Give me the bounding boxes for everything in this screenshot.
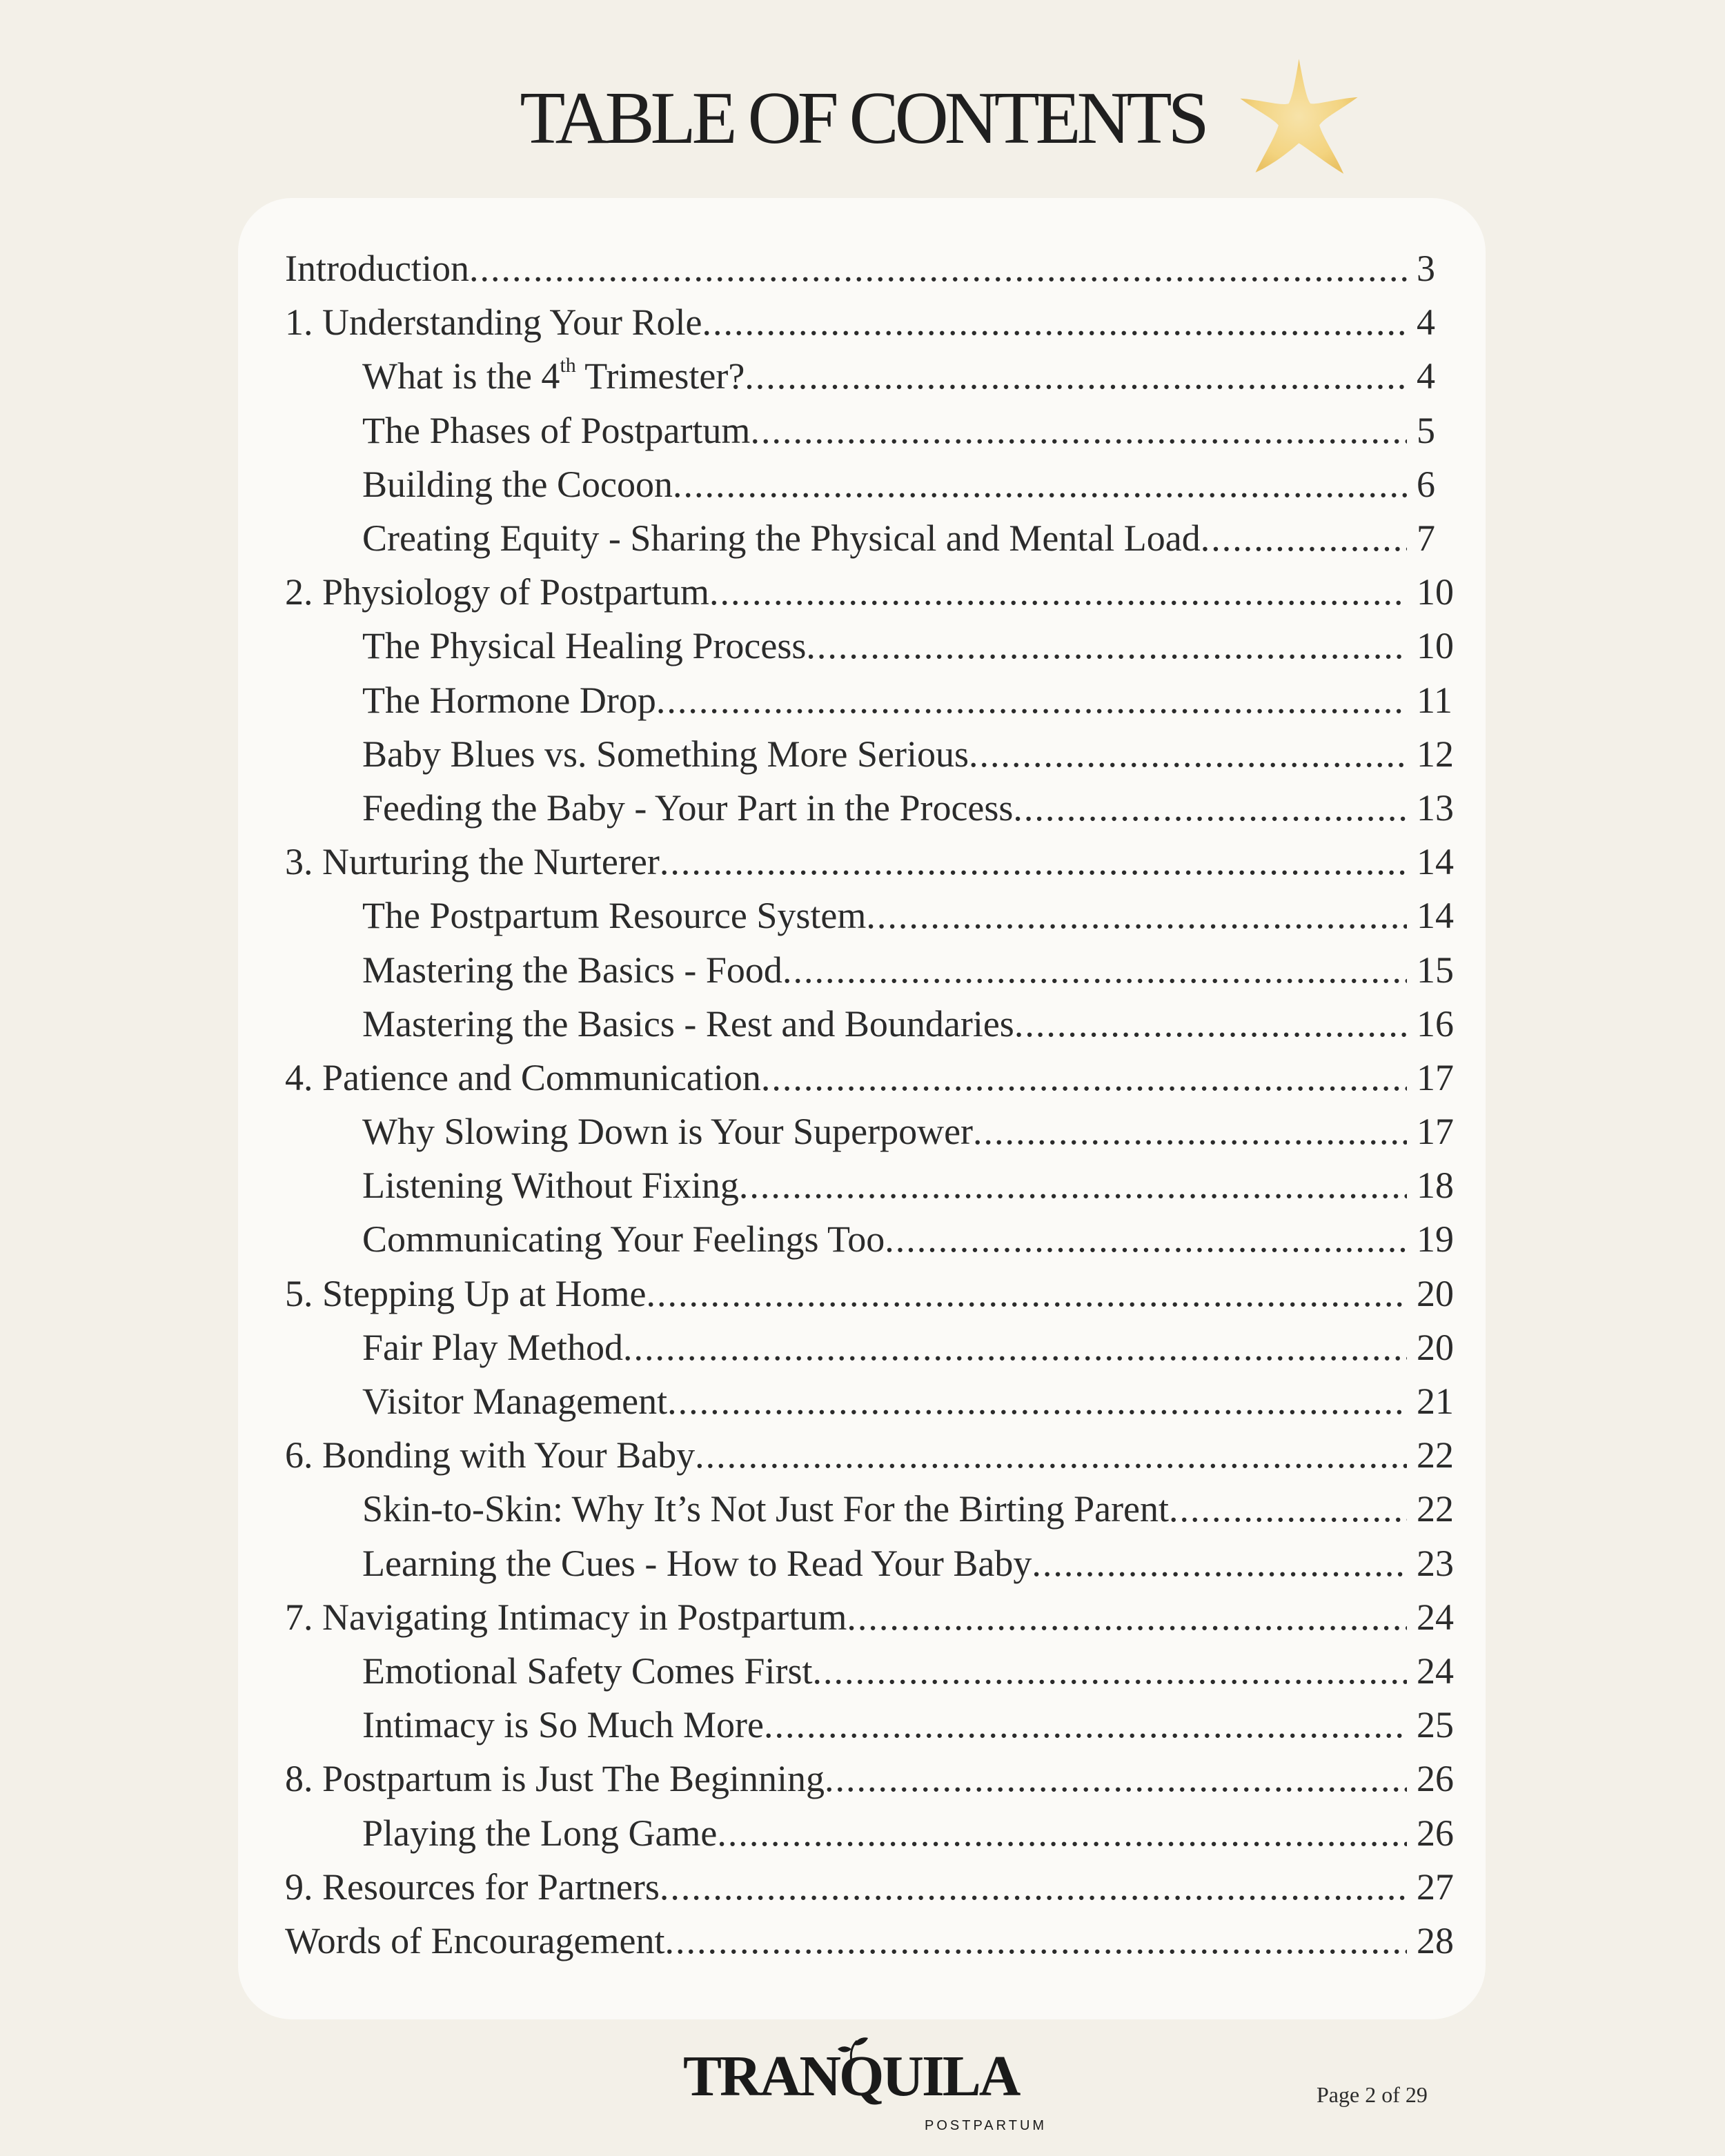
toc-page-number: 20 xyxy=(1417,1326,1454,1368)
toc-page-number: 10 xyxy=(1417,625,1454,667)
toc-entry-title xyxy=(285,1914,664,1968)
toc-page-number: 7 xyxy=(1417,517,1435,560)
toc-subentry[interactable] xyxy=(285,889,1458,942)
toc-entry[interactable] xyxy=(285,241,1458,295)
dot-leader xyxy=(866,889,1407,942)
toc-subentry[interactable] xyxy=(285,727,1458,781)
toc-entry-title xyxy=(362,1806,717,1860)
toc-subentry[interactable] xyxy=(285,673,1458,727)
dot-leader xyxy=(717,1806,1407,1860)
toc-subentry[interactable] xyxy=(285,1105,1458,1158)
dot-leader xyxy=(885,1212,1407,1266)
dot-leader xyxy=(709,565,1407,619)
toc-page-number: 3 xyxy=(1417,248,1435,290)
toc-page-number: 15 xyxy=(1417,949,1454,991)
toc-entry-title xyxy=(362,1158,739,1212)
toc-page-number: 12 xyxy=(1417,733,1454,775)
toc-entry[interactable] xyxy=(285,1267,1458,1321)
toc-entry-title xyxy=(362,889,866,942)
toc-page-number: 17 xyxy=(1417,1111,1454,1153)
toc-entry-title-text: 1. Understanding Your Role xyxy=(285,301,702,344)
toc-page-number: 14 xyxy=(1417,841,1454,883)
dot-leader xyxy=(1013,781,1407,835)
toc-entry-title-text: The Hormone Drop xyxy=(362,679,656,721)
dot-leader xyxy=(1201,511,1407,565)
toc-page-number: 28 xyxy=(1417,1919,1454,1961)
toc-page-number: 23 xyxy=(1417,1542,1454,1584)
dot-leader xyxy=(695,1428,1407,1482)
toc-entry-title xyxy=(285,295,702,349)
toc-entry-title xyxy=(285,1860,660,1914)
dot-leader xyxy=(1169,1482,1407,1536)
logo-wordmark: TRANQUILA xyxy=(683,2044,1019,2108)
toc-entry-title xyxy=(362,1374,667,1428)
toc-subentry[interactable] xyxy=(285,1158,1458,1212)
toc-entry-title-tail: Trimester? xyxy=(575,355,745,397)
toc-entry[interactable] xyxy=(285,1590,1458,1644)
toc-entry-title xyxy=(285,241,469,295)
dot-leader xyxy=(739,1158,1407,1212)
dot-leader xyxy=(646,1267,1407,1321)
dot-leader xyxy=(969,727,1407,781)
toc-page-number: 17 xyxy=(1417,1056,1454,1098)
toc-entry-title-text: 8. Postpartum is Just The Beginning xyxy=(285,1758,825,1800)
toc-subentry[interactable] xyxy=(285,1536,1458,1590)
toc-entry-title-text: Feeding the Baby - Your Part in the Process xyxy=(362,787,1014,829)
dot-leader xyxy=(973,1105,1407,1158)
dot-leader xyxy=(806,619,1407,673)
toc-entry[interactable] xyxy=(285,1914,1458,1968)
toc-entry-title xyxy=(285,1267,646,1321)
toc-entry-title xyxy=(362,349,745,403)
logo-subtext: POSTPARTUM xyxy=(925,2118,1047,2133)
toc-entry-title-text: Listening Without Fixing xyxy=(362,1165,739,1207)
toc-entry-title xyxy=(362,619,806,673)
toc-page-number: 26 xyxy=(1417,1758,1454,1800)
dot-leader xyxy=(660,1860,1407,1914)
toc-page-number: 21 xyxy=(1417,1381,1454,1423)
toc-entry-title-text: Visitor Management xyxy=(362,1381,668,1423)
dot-leader xyxy=(469,241,1407,295)
toc-entry-title-text: Playing the Long Game xyxy=(362,1812,718,1854)
toc-page-number: 22 xyxy=(1417,1434,1454,1476)
toc-entry-title-text: 2. Physiology of Postpartum xyxy=(285,571,710,613)
toc-page-number: 11 xyxy=(1417,679,1452,721)
toc-subentry[interactable] xyxy=(285,1698,1458,1752)
dot-leader xyxy=(660,835,1407,889)
toc-entry-title xyxy=(362,511,1201,565)
toc-entry-title-text: Words of Encouragement xyxy=(285,1919,665,1961)
dot-leader xyxy=(782,943,1407,997)
toc-entry[interactable] xyxy=(285,295,1458,349)
toc-entry-title xyxy=(285,565,709,619)
dot-leader xyxy=(1014,997,1407,1051)
toc-entry-title-text: Intimacy is So Much More xyxy=(362,1704,764,1746)
dot-leader xyxy=(847,1590,1407,1644)
toc-entry-title xyxy=(285,835,660,889)
toc-subentry[interactable] xyxy=(285,619,1458,673)
toc-entry-title xyxy=(285,1752,825,1806)
toc-subentry[interactable] xyxy=(285,511,1458,565)
toc-entry-title xyxy=(362,727,969,781)
toc-entry[interactable] xyxy=(285,1860,1458,1914)
dot-leader xyxy=(673,457,1407,511)
toc-page-number: 24 xyxy=(1417,1596,1454,1638)
toc-entry-title xyxy=(362,1536,1032,1590)
toc-page-number: 5 xyxy=(1417,409,1435,451)
toc-subentry[interactable] xyxy=(285,349,1458,403)
dot-leader xyxy=(656,673,1407,727)
table-of-contents xyxy=(285,241,1458,1968)
toc-entry-title-text: Creating Equity - Sharing the Physical and Mental Load xyxy=(362,517,1201,560)
toc-page-number: 4 xyxy=(1417,301,1435,344)
toc-entry-title-text: Baby Blues vs. Something More Serious xyxy=(362,733,969,775)
toc-entry-title-text: Building the Cocoon xyxy=(362,463,673,505)
toc-entry-title-text: 9. Resources for Partners xyxy=(285,1866,660,1908)
dot-leader xyxy=(1032,1536,1407,1590)
toc-subentry[interactable] xyxy=(285,781,1458,835)
toc-entry-title xyxy=(285,1051,761,1105)
toc-entry-title-text: The Postpartum Resource System xyxy=(362,895,867,937)
toc-entry-title xyxy=(362,1644,812,1698)
dot-leader xyxy=(702,295,1408,349)
toc-entry-title xyxy=(362,997,1014,1051)
toc-page-number: 22 xyxy=(1417,1488,1454,1530)
toc-entry-title xyxy=(362,673,656,727)
toc-entry-title-text: 6. Bonding with Your Baby xyxy=(285,1434,696,1476)
page-number: Page 2 of 29 xyxy=(1317,2082,1428,2107)
toc-entry-title xyxy=(285,1428,695,1482)
toc-entry[interactable] xyxy=(285,1752,1458,1806)
toc-entry-title xyxy=(362,1212,885,1266)
toc-page-number: 19 xyxy=(1417,1218,1454,1260)
dot-leader xyxy=(812,1644,1407,1698)
toc-page-number: 25 xyxy=(1417,1704,1454,1746)
toc-entry-title-text: The Phases of Postpartum xyxy=(362,409,751,451)
toc-entry-title-text: Skin-to-Skin: Why It’s Not Just For the Birting Parent xyxy=(362,1488,1170,1530)
toc-subentry[interactable] xyxy=(285,997,1458,1051)
toc-entry-title xyxy=(362,457,673,511)
toc-entry-title xyxy=(362,1698,764,1752)
toc-entry-title-text: Emotional Safety Comes First xyxy=(362,1650,813,1692)
toc-subentry[interactable] xyxy=(285,1321,1458,1374)
toc-entry-title xyxy=(362,404,750,457)
toc-subentry[interactable] xyxy=(285,1806,1458,1859)
dot-leader xyxy=(825,1752,1407,1806)
toc-page-number: 18 xyxy=(1417,1165,1454,1207)
toc-entry-title xyxy=(285,1590,847,1644)
toc-subentry[interactable] xyxy=(285,457,1458,511)
toc-entry-title-text: Introduction xyxy=(285,248,469,290)
page-title: TABLE OF CONTENTS xyxy=(520,77,1205,159)
dot-leader xyxy=(761,1051,1407,1105)
toc-entry-superscript: th xyxy=(560,354,576,377)
toc-entry-title-text: Mastering the Basics - Food xyxy=(362,949,782,991)
dot-leader xyxy=(764,1698,1407,1752)
dot-leader xyxy=(623,1321,1407,1374)
toc-entry-title-text: What is the 4 xyxy=(362,355,560,397)
toc-entry-title-text: 7. Navigating Intimacy in Postpartum xyxy=(285,1596,847,1638)
toc-subentry[interactable] xyxy=(285,404,1458,457)
toc-page-number: 13 xyxy=(1417,787,1454,829)
toc-subentry[interactable] xyxy=(285,1482,1458,1536)
toc-entry-title-text: The Physical Healing Process xyxy=(362,625,807,667)
toc-entry-title xyxy=(362,1482,1169,1536)
dot-leader xyxy=(664,1914,1407,1968)
toc-page-number: 20 xyxy=(1417,1272,1454,1314)
toc-page-number: 4 xyxy=(1417,355,1435,397)
toc-entry-title-text: 5. Stepping Up at Home xyxy=(285,1272,647,1314)
toc-subentry[interactable] xyxy=(285,1212,1458,1266)
toc-entry-title xyxy=(362,1105,973,1158)
toc-entry-title xyxy=(362,781,1013,835)
star-icon xyxy=(1235,54,1363,181)
dot-leader xyxy=(667,1374,1407,1428)
toc-entry-title xyxy=(362,1321,623,1374)
toc-entry-title-text: Why Slowing Down is Your Superpower xyxy=(362,1111,974,1153)
toc-page-number: 24 xyxy=(1417,1650,1454,1692)
brand-logo xyxy=(683,2041,1047,2137)
toc-subentry[interactable] xyxy=(285,1644,1458,1698)
toc-entry-title-text: 4. Patience and Communication xyxy=(285,1056,761,1098)
toc-entry-title-text: 3. Nurturing the Nurterer xyxy=(285,841,660,883)
toc-page-number: 6 xyxy=(1417,463,1435,505)
toc-subentry[interactable] xyxy=(285,942,1458,996)
dot-leader xyxy=(750,404,1407,457)
toc-page-number: 14 xyxy=(1417,895,1454,937)
toc-entry-title-text: Mastering the Basics - Rest and Boundaries xyxy=(362,1002,1014,1045)
toc-entry[interactable] xyxy=(285,565,1458,619)
toc-entry[interactable] xyxy=(285,1051,1458,1105)
toc-page-number: 26 xyxy=(1417,1812,1454,1854)
toc-page-number: 10 xyxy=(1417,571,1454,613)
toc-entry-title xyxy=(362,943,782,997)
dot-leader xyxy=(745,349,1407,403)
toc-page-number: 16 xyxy=(1417,1002,1454,1045)
toc-entry-title-text: Communicating Your Feelings Too xyxy=(362,1218,885,1260)
toc-entry[interactable] xyxy=(285,835,1458,889)
toc-page-number: 27 xyxy=(1417,1866,1454,1908)
toc-entry-title-text: Fair Play Method xyxy=(362,1326,623,1368)
toc-entry-title-text: Learning the Cues - How to Read Your Baby xyxy=(362,1542,1032,1584)
toc-entry[interactable] xyxy=(285,1428,1458,1482)
toc-subentry[interactable] xyxy=(285,1374,1458,1428)
